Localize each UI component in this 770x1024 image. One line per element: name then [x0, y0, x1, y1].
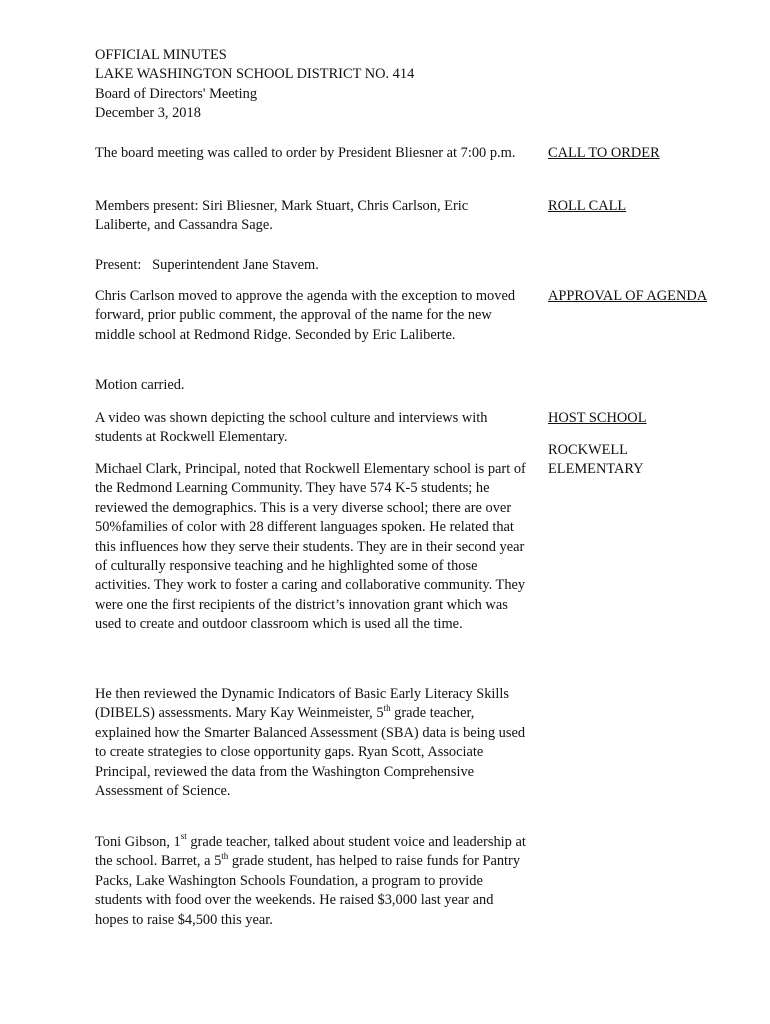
roll-call-present: Present: Superintendent Jane Stavem. [95, 257, 319, 273]
host-school-heading: HOST SCHOOL [548, 410, 647, 426]
header-title: OFFICIAL MINUTES [95, 47, 227, 63]
approval-of-agenda-heading: APPROVAL OF AGENDA [548, 288, 708, 304]
call-to-order-text: The board meeting was called to order by President Bliesner at 7:00 p.m. [95, 145, 516, 161]
header-district: LAKE WASHINGTON SCHOOL DISTRICT NO. 414 [95, 66, 415, 83]
roll-call-members: Members present: Siri Bliesner, Mark Stuart, Chris Carlson, Eric Laliberte, and Cassandra Sage. [95, 198, 469, 234]
header-date: December 3, 2018 [95, 105, 201, 122]
dibels-paragraph: He then reviewed the Dynamic Indicators of Basic Early Literacy Skills (DIBELS) assessments. Mary Kay Weinmeister, 5th grade teacher, explained how the Smarter Balanced Assessment (SBA) data is being used to create strategies to close opportunity gaps. Ryan Scott, Associate Principal, reviewed the data from the Washington Comprehensive Assessment of Science. [95, 686, 526, 800]
approval-of-agenda-text: Chris Carlson moved to approve the agenda with the exception to moved forward, prior public comment, the approval of the name for the new middle school at Redmond Ridge. Seconded by Eric Laliberte. [95, 288, 516, 343]
toni-gibson-paragraph: Toni Gibson, 1st grade teacher, talked about student voice and leadership at the school. Barret, a 5th grade student, has helped to raise funds for Pantry Packs, Lake Washington Schools Foundation, a program to provide students with food over the weekends. He raised $3,000 last year and hopes to raise $4,500 this year. [95, 831, 526, 928]
header-meeting: Board of Directors' Meeting [95, 85, 258, 102]
document-header [95, 46, 515, 124]
principal-paragraph: Michael Clark, Principal, noted that Rockwell Elementary school is part of the Redmond Learning Community. They have 574 K-5 students; he reviewed the demographics. This is a very diverse school; there are over 50%families of color with 28 different languages spoken. He related that this influences how they serve their students. They are in their second year of culturally responsive teaching and he highlighted some of those activities. They work to foster a caring and collaborative community. They were one the first recipients of the district’s innovation grant which was used to create and outdoor classroom which is used all the time. [95, 461, 526, 633]
host-school-name-line2: ELEMENTARY [548, 461, 644, 478]
roll-call-heading: ROLL CALL [548, 198, 627, 214]
motion-carried: Motion carried. [95, 377, 185, 393]
host-school-video-text: A video was shown depicting the school culture and interviews with students at Rockwell Elementary. [95, 410, 488, 446]
host-school-name-line1: ROCKWELL [548, 442, 628, 458]
host-school-name [548, 441, 763, 480]
call-to-order-heading: CALL TO ORDER [548, 145, 660, 161]
